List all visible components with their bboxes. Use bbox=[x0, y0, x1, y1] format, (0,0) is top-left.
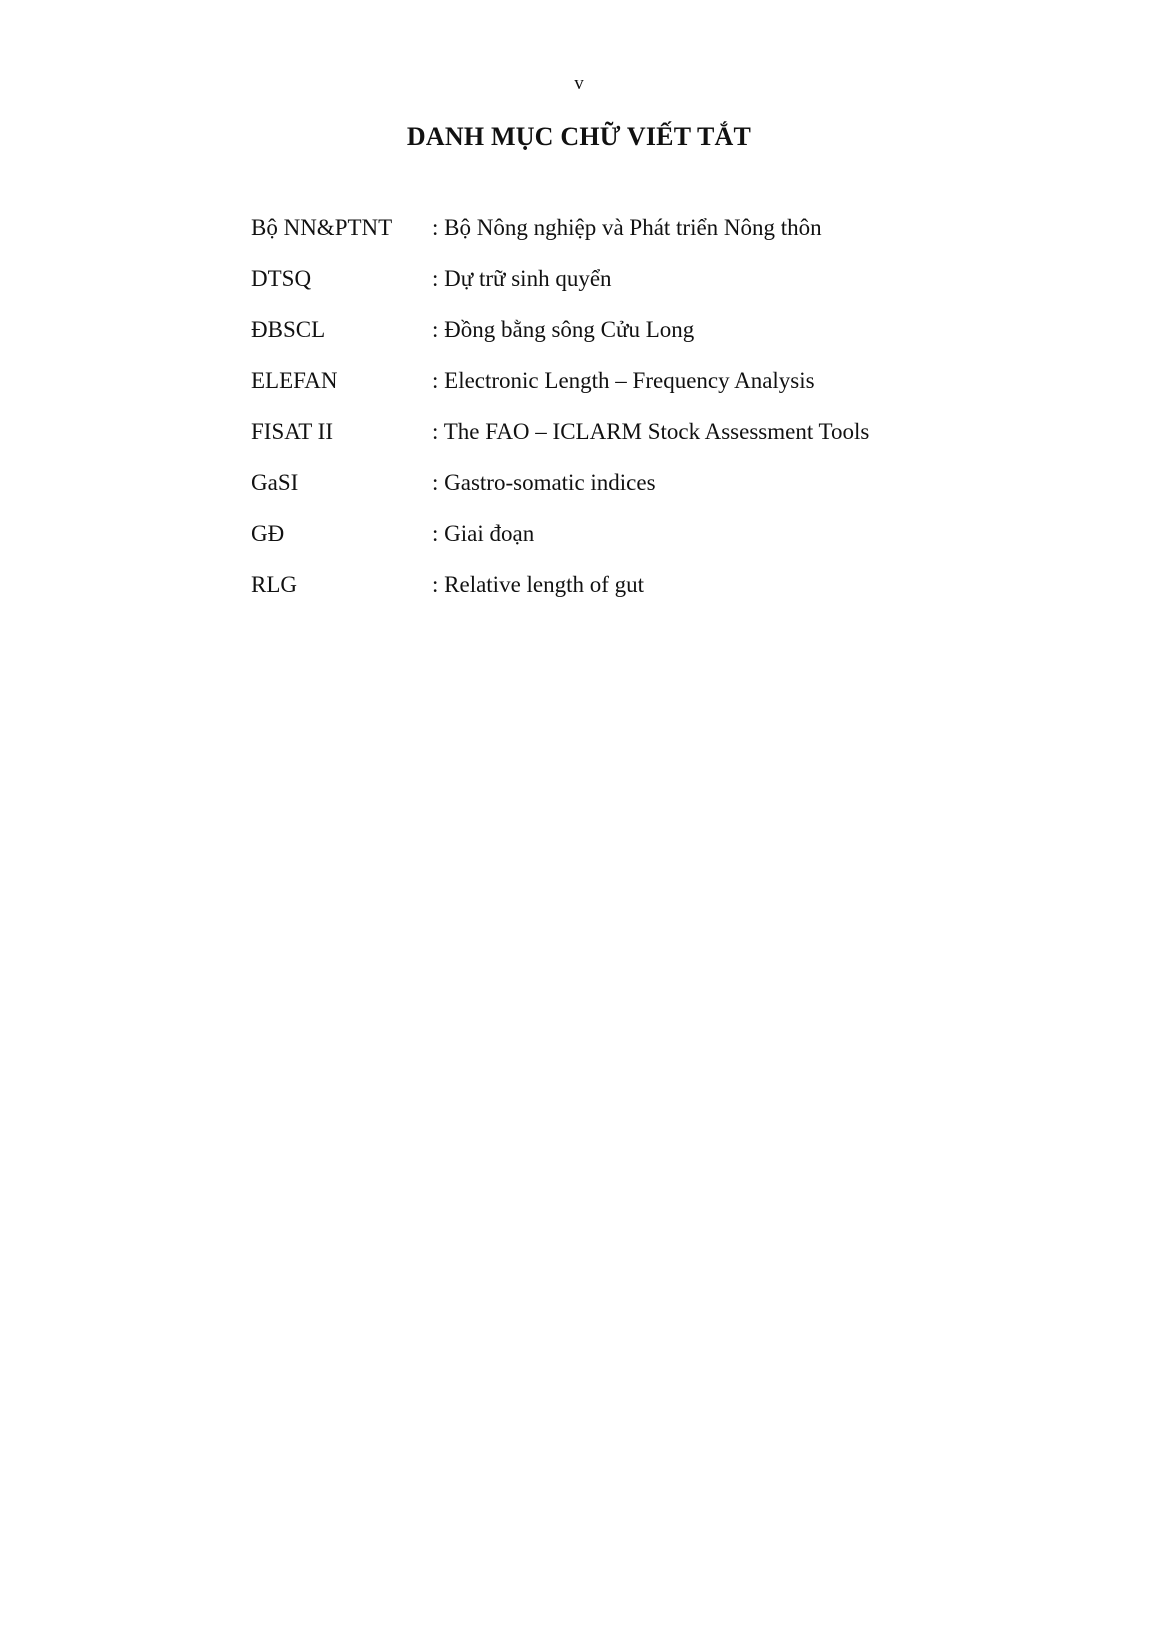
abbreviation-definition: : Giai đoạn bbox=[432, 521, 535, 546]
abbreviation-row bbox=[251, 314, 1011, 365]
page-number: v bbox=[574, 73, 584, 94]
abbreviation-row bbox=[251, 263, 1011, 314]
abbreviation-definition: : The FAO – ICLARM Stock Assessment Tools bbox=[432, 419, 870, 444]
abbreviation-definition: : Electronic Length – Frequency Analysis bbox=[432, 368, 815, 393]
abbreviation-row bbox=[251, 416, 1011, 467]
abbreviation-term: ĐBSCL bbox=[251, 317, 326, 342]
abbreviation-term: RLG bbox=[251, 572, 297, 597]
abbreviation-term: DTSQ bbox=[251, 266, 312, 291]
abbreviation-definition: : Bộ Nông nghiệp và Phát triển Nông thôn bbox=[432, 215, 822, 240]
page-title: DANH MỤC CHỮ VIẾT TẮT bbox=[406, 122, 752, 151]
abbreviation-term: FISAT II bbox=[251, 419, 334, 444]
abbreviation-row bbox=[251, 569, 1011, 620]
abbreviation-definition: : Gastro-somatic indices bbox=[432, 470, 656, 495]
abbreviation-row bbox=[251, 518, 1011, 569]
abbreviation-list bbox=[251, 212, 1011, 620]
abbreviation-row bbox=[251, 365, 1011, 416]
abbreviation-definition: : Đồng bằng sông Cửu Long bbox=[432, 317, 695, 342]
abbreviation-term: Bộ NN&PTNT bbox=[251, 215, 393, 240]
abbreviation-term: ELEFAN bbox=[251, 368, 338, 393]
abbreviation-definition: : Relative length of gut bbox=[432, 572, 645, 597]
abbreviation-row bbox=[251, 467, 1011, 518]
abbreviation-term: GaSI bbox=[251, 470, 299, 495]
abbreviation-row bbox=[251, 212, 1011, 263]
abbreviation-term: GĐ bbox=[251, 521, 285, 546]
abbreviation-definition: : Dự trữ sinh quyển bbox=[432, 266, 612, 291]
